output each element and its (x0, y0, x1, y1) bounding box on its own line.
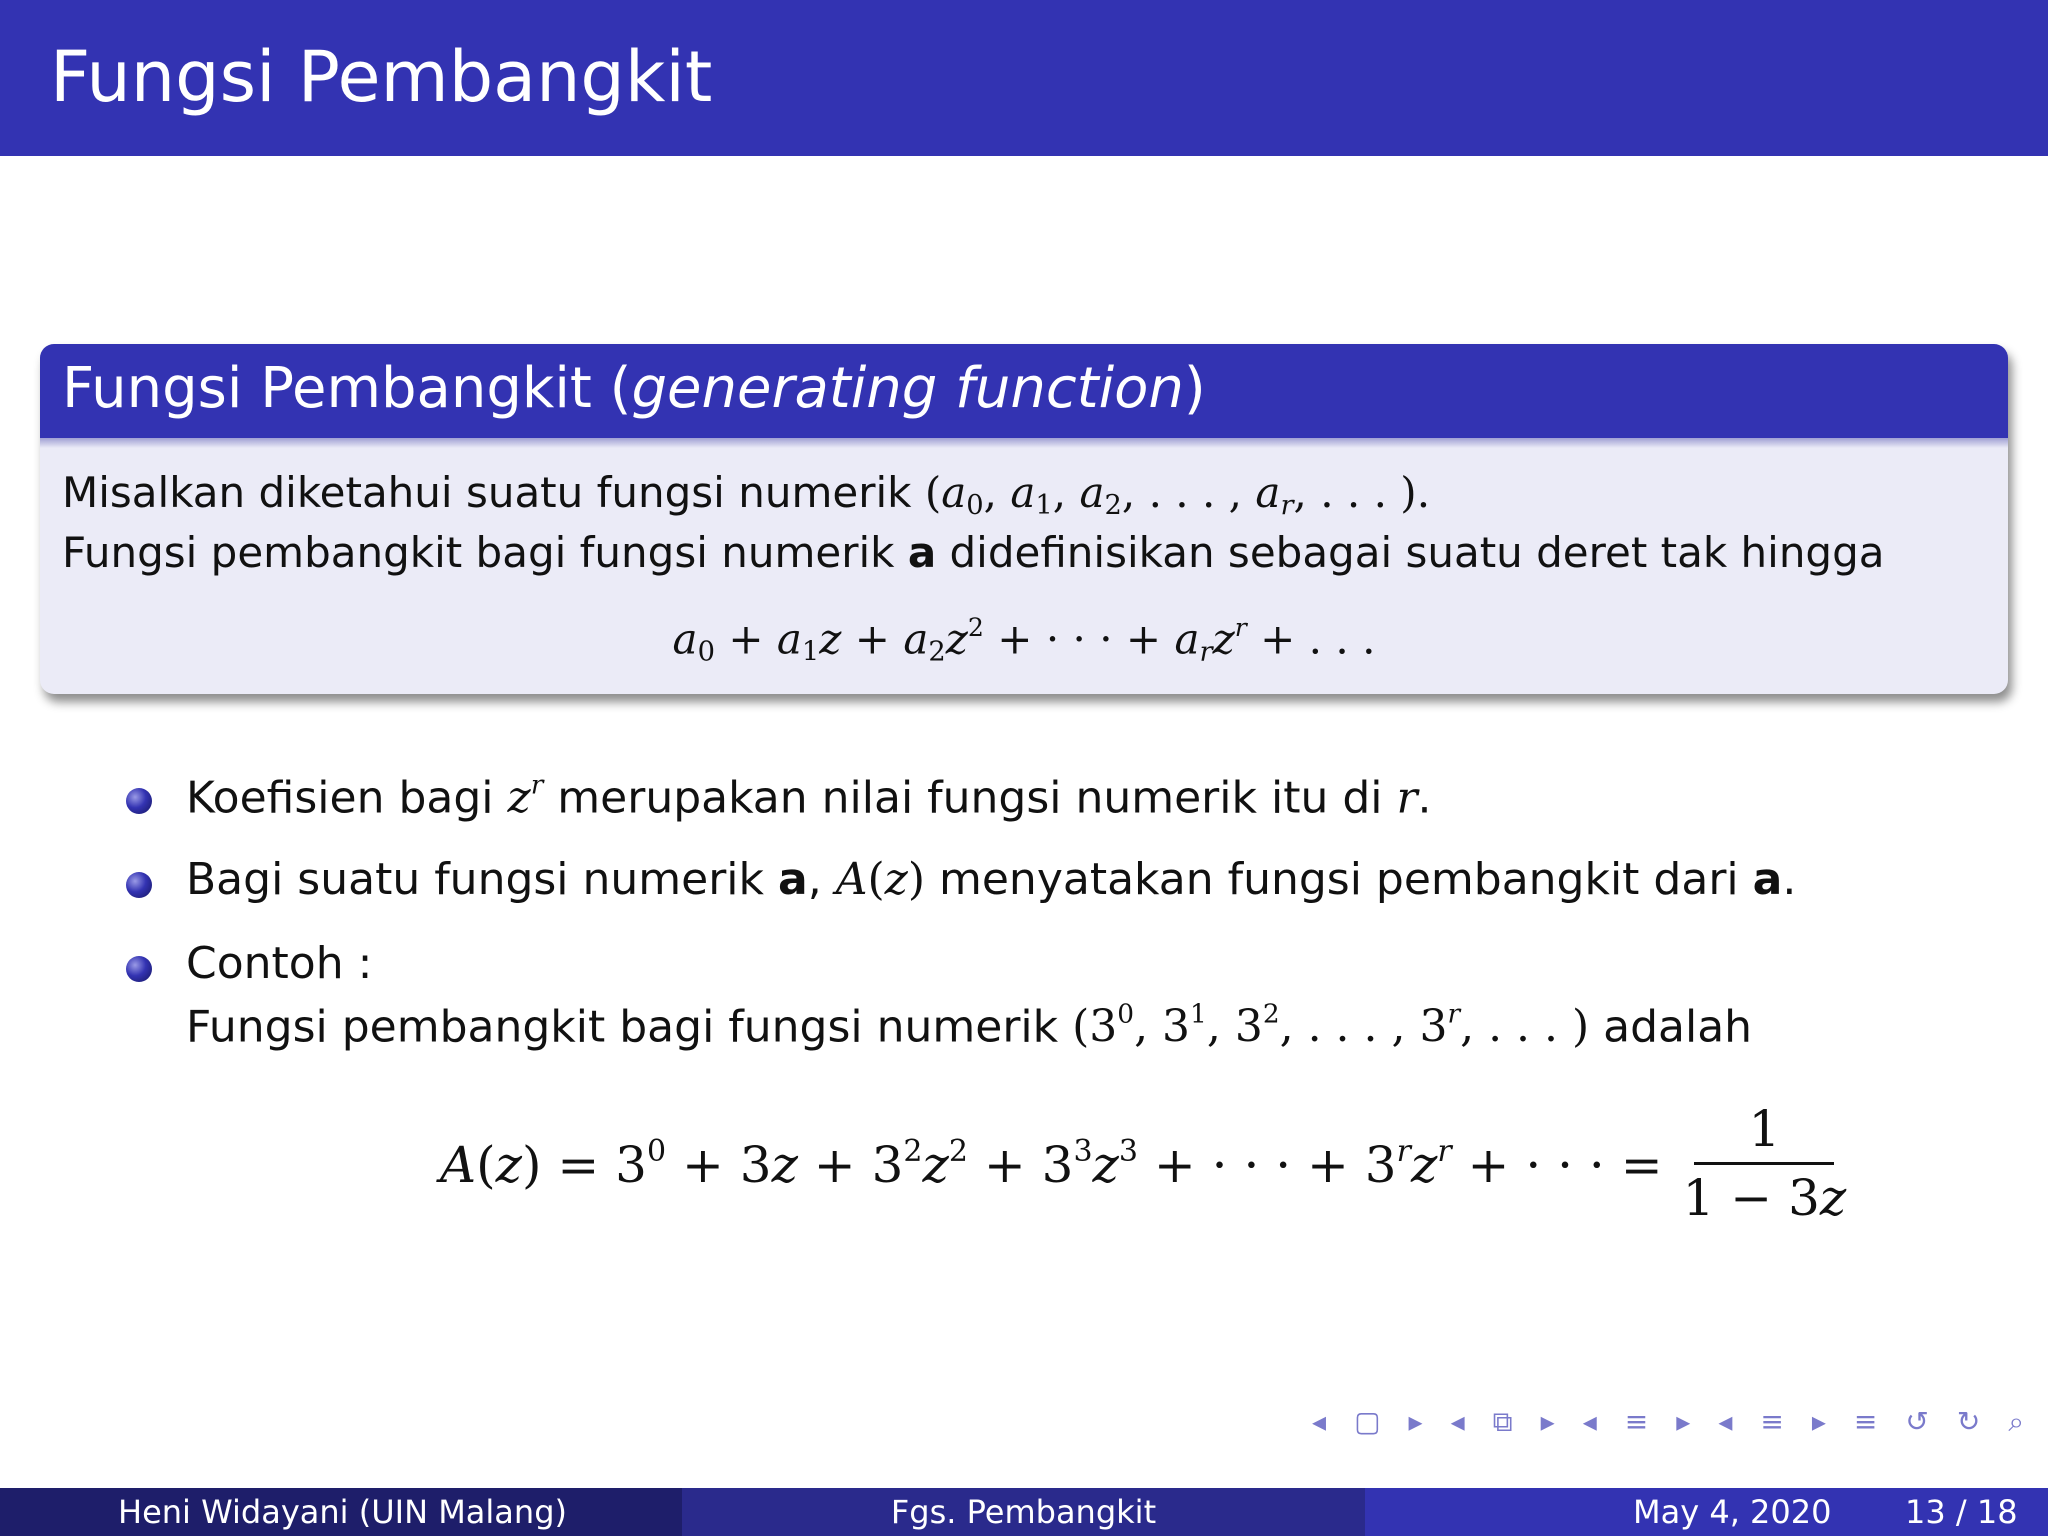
definition-line-1: Misalkan diketahui suatu fungsi numerik ($a_0$, $a_1$, $a_2$, . . . , $a_r$, . . . ). (62, 468, 1431, 521)
nav-next-part-icon[interactable]: ▸ (1811, 1405, 1826, 1438)
example-line: Fungsi pembangkit bagi fungsi numerik ($3^0$, $3^1$, $3^2$, . . . , 3$^r$, . . . ) adalah (186, 999, 1753, 1053)
nav-prev-subsection-icon[interactable]: ◂ (1450, 1405, 1465, 1438)
definition-line-2: Fungsi pembangkit bagi fungsi numerik a didefinisikan sebagai suatu deret tak hingga (62, 528, 1885, 577)
nav-document-icon[interactable]: ≡ (1853, 1405, 1878, 1438)
beamer-navigation (1312, 1405, 2024, 1439)
bullet-icon (126, 956, 152, 982)
series-equation: $a_0 + a_1z + a_2z^2$ + · · · + $a_rz^r$ + . . . (672, 613, 1376, 668)
nav-next-subsection-icon[interactable]: ▸ (1540, 1405, 1555, 1438)
footer-date-segment (1365, 1488, 2048, 1536)
frame-title-bar (0, 0, 2048, 156)
block-title: Fungsi Pembangkit (generating function) (62, 356, 1206, 421)
bullet-icon (126, 788, 152, 814)
nav-subsection-icon[interactable]: ⧉ (1492, 1405, 1513, 1438)
fraction: $\frac{1}{1 - 3z}$ (1682, 1100, 1847, 1227)
nav-search-icon[interactable]: ⌕ (2008, 1405, 2024, 1438)
nav-prev-section-icon[interactable]: ◂ (1582, 1405, 1597, 1438)
nav-next-section-icon[interactable]: ▸ (1676, 1405, 1691, 1438)
example-equation: $A(z) = 3^0 + 3z + 3^2z^2 + 3^3z^3$ + · · · + $3^rz^r$ + · · · = $\frac{1}{1 - 3z}$ (440, 1100, 1847, 1227)
definition-block (40, 344, 2008, 694)
footer-author-segment (0, 1488, 682, 1536)
footer-title-segment (682, 1488, 1365, 1536)
nav-part-icon[interactable]: ≡ (1760, 1405, 1784, 1438)
bullet-icon (126, 872, 152, 898)
footer-author: Heni Widayani (UIN Malang) (118, 1493, 567, 1531)
footer-date: May 4, 2020 (1633, 1493, 1832, 1531)
example-title: Contoh : (186, 938, 373, 989)
nav-next-frame-icon[interactable]: ▸ (1408, 1405, 1423, 1438)
footer-short-title: Fgs. Pembangkit (890, 1493, 1157, 1531)
nav-prev-frame-icon[interactable]: ◂ (1312, 1405, 1327, 1438)
sequence-notation: ($a_0$, $a_1$, $a_2$, . . . , $a_r$, . . . ). (924, 468, 1431, 521)
nav-frame-icon[interactable]: ▢ (1354, 1405, 1381, 1438)
page-number: 13 / 18 (1905, 1493, 2018, 1531)
nav-forward-icon[interactable]: ↻ (1956, 1405, 1981, 1438)
block-title-bar (40, 344, 2008, 438)
nav-section-icon[interactable]: ≡ (1624, 1405, 1649, 1438)
footer (0, 1488, 2048, 1536)
frame-title: Fungsi Pembangkit (50, 36, 713, 118)
block-title-shadow (40, 438, 2008, 448)
nav-back-icon[interactable]: ↺ (1905, 1405, 1929, 1438)
nav-prev-part-icon[interactable]: ◂ (1718, 1405, 1733, 1438)
